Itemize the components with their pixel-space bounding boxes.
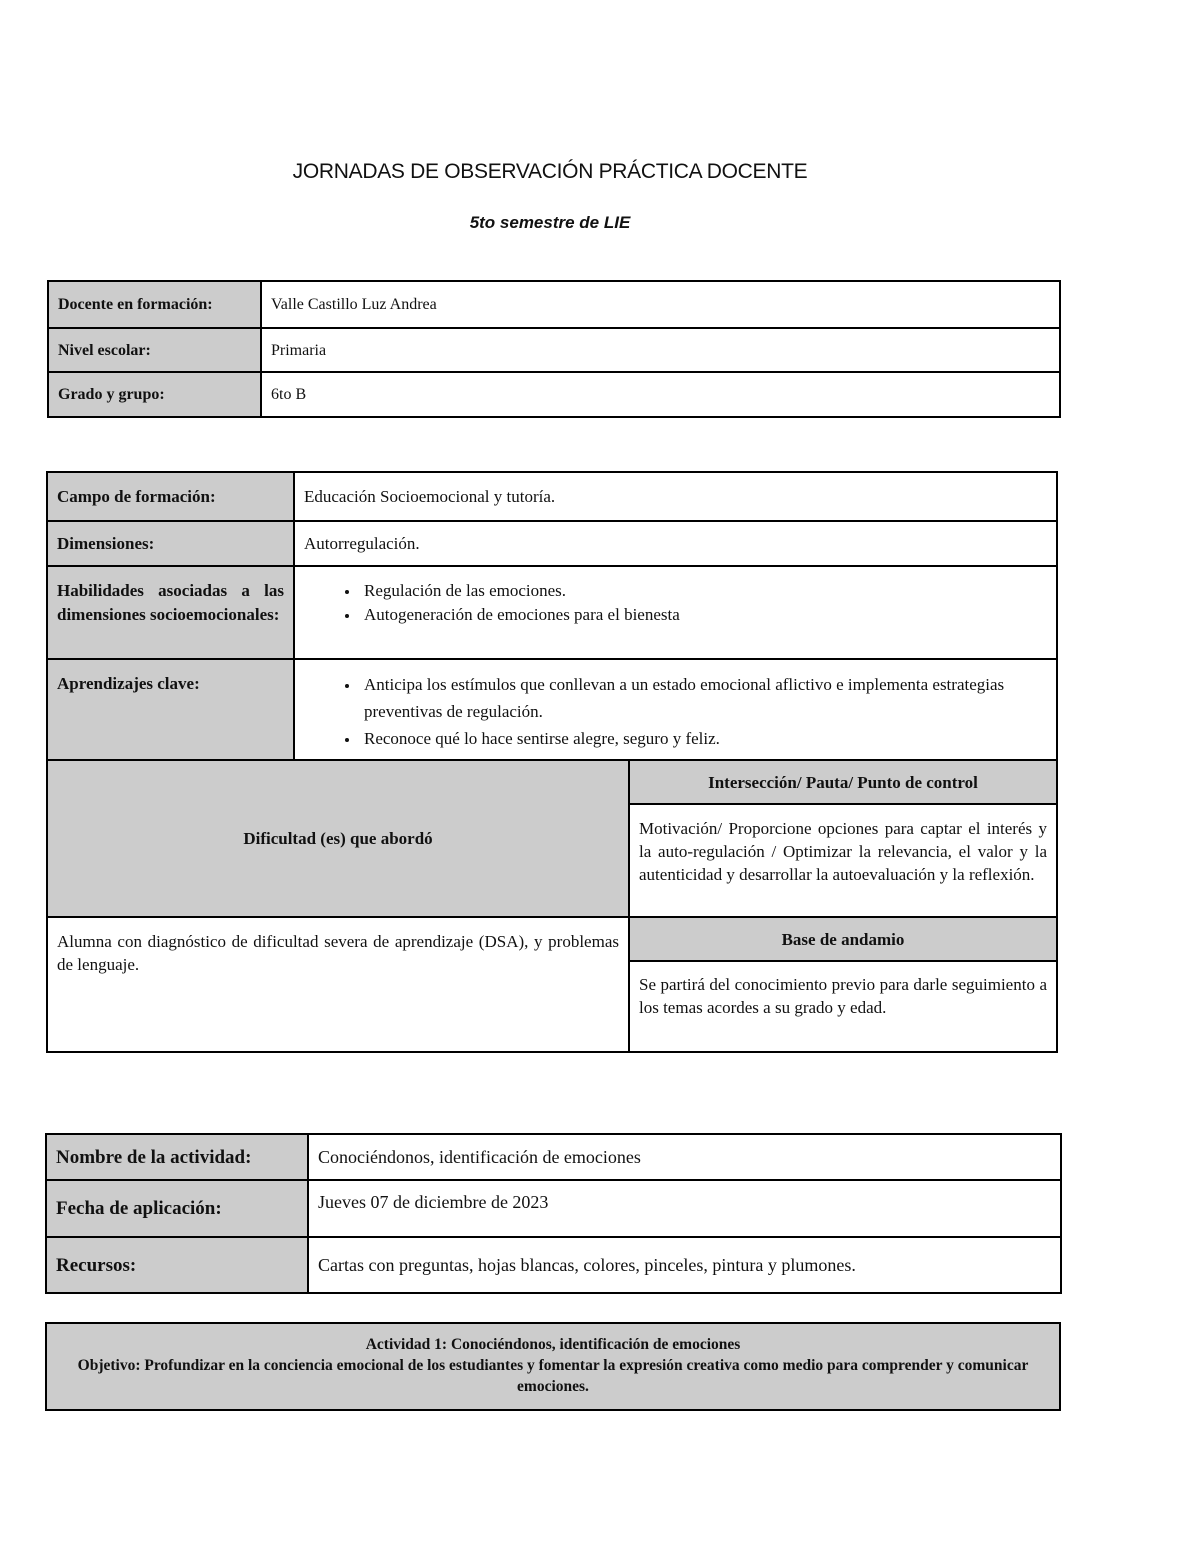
recursos-value: Cartas con preguntas, hojas blancas, colores, pinceles, pintura y plumones. xyxy=(308,1237,1061,1293)
grado-value: 6to B xyxy=(261,372,1060,417)
docente-label: Docente en formación: xyxy=(48,281,261,328)
activity-1-objective: Objetivo: Profundizar en la conciencia emocional de los estudiantes y fomentar la expresión creativa como medio para comprender y comunicar emociones. xyxy=(77,1357,1029,1395)
list-item: • Autogeneración de emociones para el bienesta xyxy=(360,603,1047,627)
list-item: • Anticipa los estímulos que conllevan a un estado emocional aflictivo e implementa estrategias preventivas de regulación. xyxy=(360,671,1047,725)
habilidades-list xyxy=(304,579,1047,627)
planning-table xyxy=(46,471,1058,1053)
dificultad-value: Alumna con diagnóstico de dificultad severa de aprendizaje (DSA), y problemas de lenguaje. xyxy=(47,917,629,1052)
nombre-label: Nombre de la actividad: xyxy=(46,1134,308,1180)
activity-table xyxy=(45,1133,1062,1294)
aprendizajes-label: Aprendizajes clave: xyxy=(47,659,294,760)
page-title: JORNADAS DE OBSERVACIÓN PRÁCTICA DOCENTE xyxy=(292,160,808,183)
recursos-label: Recursos: xyxy=(46,1237,308,1293)
campo-value: Educación Socioemocional y tutoría. xyxy=(294,472,1057,521)
habilidades-label: Habilidades asociadas a las dimensiones socioemocionales: xyxy=(47,566,294,659)
aprendizajes-list xyxy=(304,671,1047,752)
interseccion-value: Motivación/ Proporcione opciones para captar el interés y la auto-regulación / Optimizar la relevancia, el valor y la autenticidad y desarrollar la autoevaluación y la reflexión. xyxy=(629,804,1057,917)
docente-value: Valle Castillo Luz Andrea xyxy=(261,281,1060,328)
dificultad-label: Dificultad (es) que abordó xyxy=(47,760,629,917)
nivel-value: Primaria xyxy=(261,328,1060,372)
habilidades-list-cell xyxy=(294,566,1057,659)
dimensiones-value: Autorregulación. xyxy=(294,521,1057,566)
nombre-value: Conociéndonos, identificación de emociones xyxy=(308,1134,1061,1180)
interseccion-label: Intersección/ Pauta/ Punto de control xyxy=(629,760,1057,804)
grado-label: Grado y grupo: xyxy=(48,372,261,417)
list-item: • Reconoce qué lo hace sentirse alegre, seguro y feliz. xyxy=(360,725,1047,752)
dimensiones-label: Dimensiones: xyxy=(47,521,294,566)
general-info-table xyxy=(47,280,1061,418)
activity-1-header xyxy=(46,1323,1060,1410)
list-item: • Regulación de las emociones. xyxy=(360,579,1047,603)
andamio-label: Base de andamio xyxy=(629,917,1057,961)
activity-1-title: Actividad 1: Conociéndonos, identificación de emociones xyxy=(365,1336,741,1353)
fecha-label: Fecha de aplicación: xyxy=(46,1180,308,1237)
page-subtitle: 5to semestre de LIE xyxy=(469,213,631,232)
campo-label: Campo de formación: xyxy=(47,472,294,521)
activity-1-table xyxy=(45,1322,1061,1411)
andamio-value: Se partirá del conocimiento previo para darle seguimiento a los temas acordes a su grado y edad. xyxy=(629,961,1057,1052)
aprendizajes-list-cell xyxy=(294,659,1057,760)
nivel-label: Nivel escolar: xyxy=(48,328,261,372)
fecha-value: Jueves 07 de diciembre de 2023 xyxy=(308,1180,1061,1237)
